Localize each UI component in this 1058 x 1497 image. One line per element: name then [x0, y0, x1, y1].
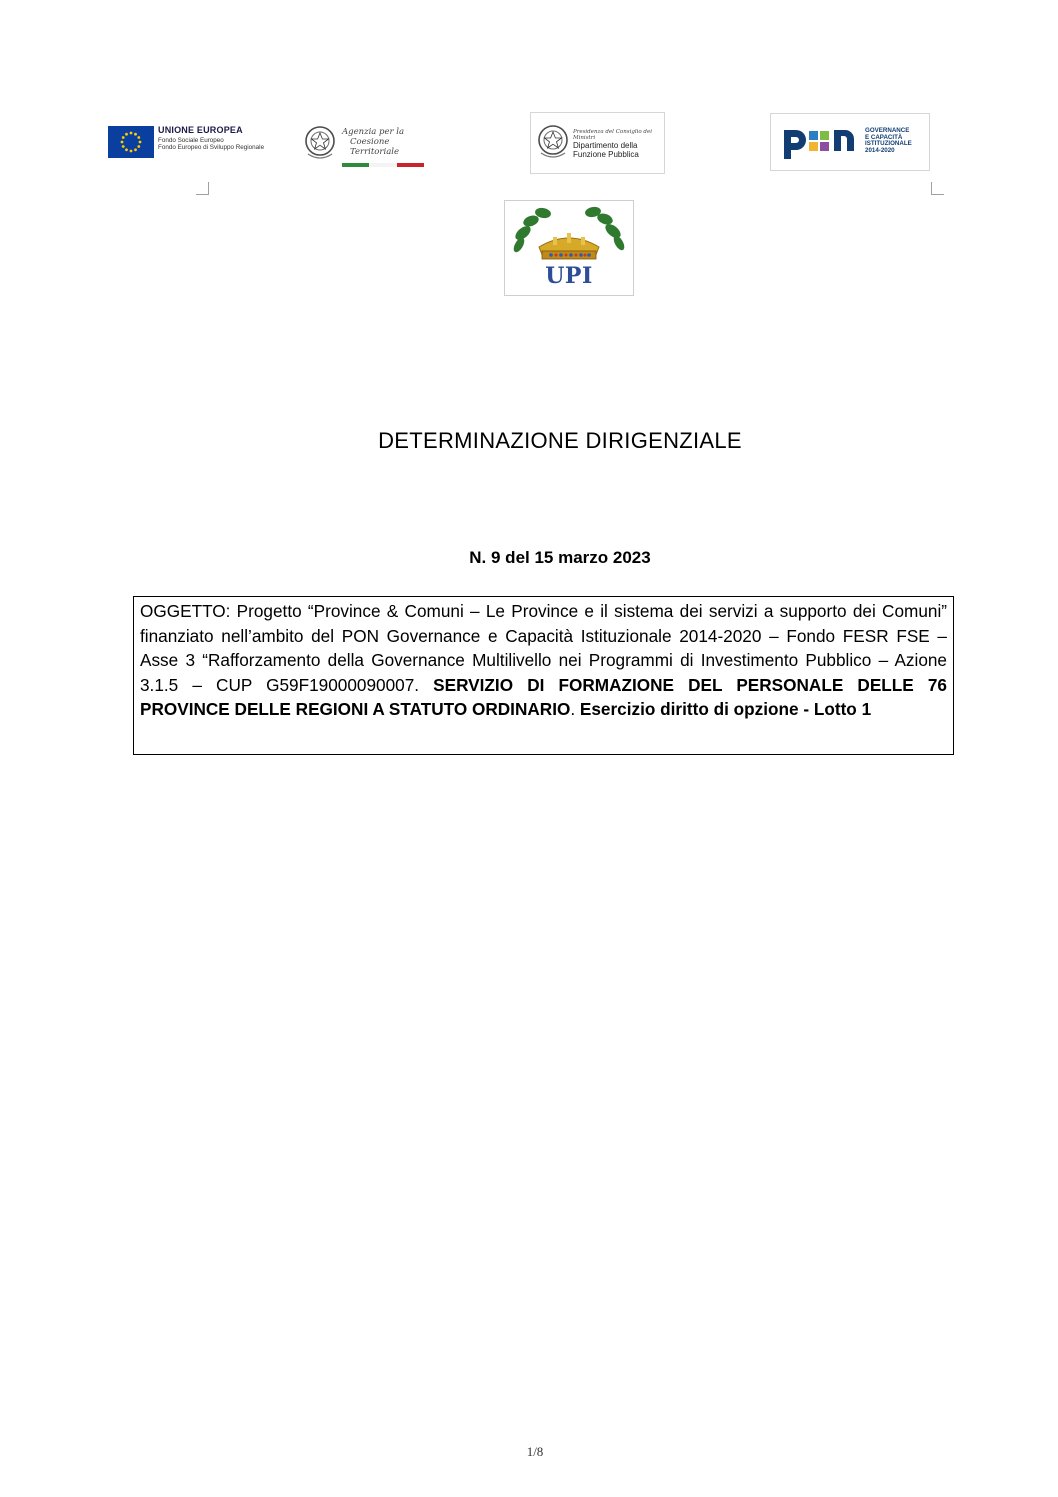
pon-governance-logo: [770, 113, 930, 171]
document-number: N. 9 del 15 marzo 2023: [469, 548, 651, 567]
page-number: 1/8: [526, 1444, 544, 1459]
eu-logo: [108, 126, 268, 160]
dfp-presidenza: Presidenza del Consiglio dei Ministri: [573, 129, 652, 141]
upi-crown-laurel-icon: [509, 203, 629, 270]
agenzia-line-2: Coesione Territoriale: [350, 136, 400, 157]
upi-logo: [504, 200, 634, 296]
upi-label: UPI: [545, 263, 593, 289]
pon-line-3: ISTITUZIONALE: [865, 140, 912, 147]
agenzia-line-1: Agenzia per la: [342, 127, 405, 137]
italian-emblem-icon: [535, 123, 571, 166]
eu-fund-line-2: Fondo Europeo di Sviluppo Regionale: [158, 144, 265, 152]
pon-wordmark-icon: [781, 126, 859, 165]
margin-mark-left: [196, 182, 209, 195]
subject-option-bold: Esercizio diritto di opzione - Lotto 1: [579, 699, 872, 719]
subject-separator: .: [570, 699, 580, 719]
agenzia-coesione-logo: [302, 122, 426, 166]
dfp-line-2: Funzione Pubblica: [573, 150, 639, 160]
funzione-pubblica-logo: [530, 112, 665, 174]
dfp-line-1: Dipartimento della: [573, 141, 638, 150]
pon-line-1: GOVERNANCE: [865, 127, 910, 134]
document-title: DETERMINAZIONE DIRIGENZIALE: [378, 428, 742, 453]
subject-box: [133, 596, 954, 755]
subject-text: OGGETTO: Progetto “Province & Comuni – Le Province e il sistema dei servizi a supporto dei Comuni” finanziato nell’ambito del PON Governance e Capacità Istituzionale 2014-2020 – Fondo FESR FSE – Asse 3 “Rafforzamento della Governance Multilivello nei Programmi di Investimento Pubblico – Azione 3.1.5 – CUP G59F19000090007.: [140, 601, 947, 695]
italian-flag-stripe: [342, 154, 424, 158]
pon-line-2: E CAPACITÀ: [865, 133, 903, 141]
margin-mark-right: [931, 182, 944, 195]
eu-fund-line-1: Fondo Sociale Europeo: [158, 137, 224, 144]
eu-title: UNIONE EUROPEA: [158, 125, 243, 135]
subject-service-bold: SERVIZIO DI FORMAZIONE DEL PERSONALE DELLE 76 PROVINCE DELLE REGIONI A STATUTO ORDINARIO: [140, 674, 947, 719]
pon-line-4: 2014-2020: [865, 146, 895, 154]
italian-emblem-icon: [302, 124, 338, 167]
eu-flag-icon: [108, 126, 154, 158]
